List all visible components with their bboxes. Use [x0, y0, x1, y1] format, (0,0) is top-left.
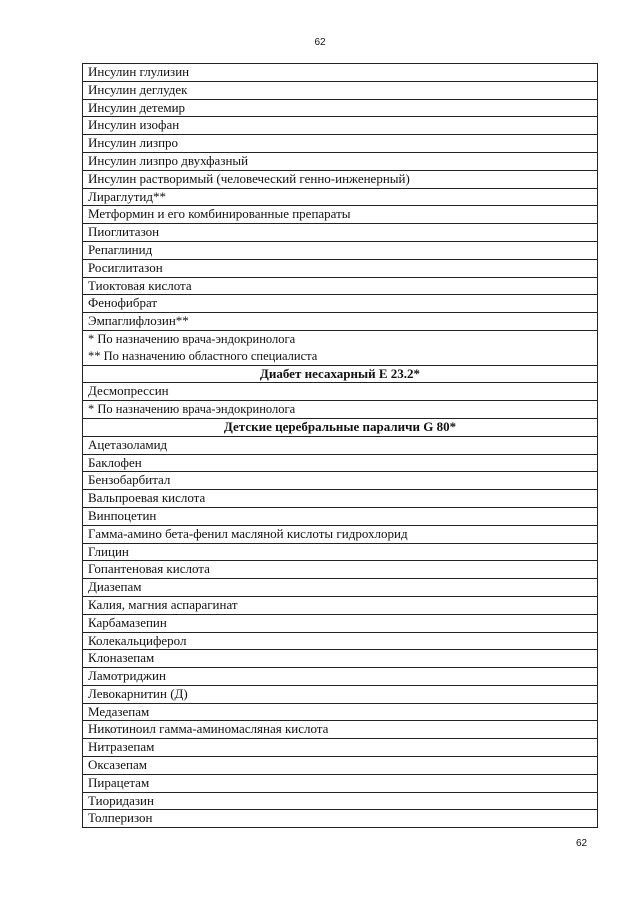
drug-name-cell: Ламотриджин: [83, 668, 598, 686]
table-row: [83, 721, 598, 739]
table-row: [83, 454, 598, 472]
table-row: [83, 685, 598, 703]
table-row: [83, 224, 598, 242]
drug-name-cell: Эмпаглифлозин**: [83, 313, 598, 331]
table-row: [83, 472, 598, 490]
table-row: [83, 703, 598, 721]
drug-name-cell: Пирацетам: [83, 774, 598, 792]
table-row: [83, 170, 598, 188]
drug-name-cell: Инсулин изофан: [83, 117, 598, 135]
drug-list-table: [82, 63, 598, 828]
table-row: [83, 543, 598, 561]
drug-name-cell: Медазепам: [83, 703, 598, 721]
table-row: [83, 206, 598, 224]
table-row: [83, 774, 598, 792]
footnote-text: * По назначению врача-эндокринолога: [83, 401, 598, 419]
note-row: [83, 348, 598, 365]
table-row: [83, 810, 598, 828]
drug-name-cell: Гамма-амино бета-фенил масляной кислоты гидрохлорид: [83, 525, 598, 543]
table-row: [83, 436, 598, 454]
table-row: [83, 792, 598, 810]
table-row: [83, 507, 598, 525]
drug-name-cell: Ацетазоламид: [83, 436, 598, 454]
section-title: Диабет несахарный E 23.2*: [83, 365, 598, 383]
drug-name-cell: Диазепам: [83, 579, 598, 597]
page-number-top: 62: [314, 37, 326, 48]
section-header-row: [83, 365, 598, 383]
footnote-text: * По назначению врача-эндокринолога: [83, 330, 598, 347]
table-row: [83, 64, 598, 82]
table-row: [83, 739, 598, 757]
table-row: [83, 757, 598, 775]
table-row: [83, 579, 598, 597]
table-row: [83, 383, 598, 401]
table-row: [83, 668, 598, 686]
table-row: [83, 117, 598, 135]
table-row: [83, 561, 598, 579]
drug-name-cell: Десмопрессин: [83, 383, 598, 401]
table-row: [83, 295, 598, 313]
drug-name-cell: Лираглутид**: [83, 188, 598, 206]
drug-name-cell: Тиоридазин: [83, 792, 598, 810]
table-row: [83, 614, 598, 632]
drug-name-cell: Винпоцетин: [83, 507, 598, 525]
drug-name-cell: Инсулин глулизин: [83, 64, 598, 82]
note-row: [83, 401, 598, 419]
drug-name-cell: Толперизон: [83, 810, 598, 828]
table-row: [83, 99, 598, 117]
table-row: [83, 259, 598, 277]
drug-name-cell: Бензобарбитал: [83, 472, 598, 490]
drug-name-cell: Фенофибрат: [83, 295, 598, 313]
table-row: [83, 632, 598, 650]
table-row: [83, 277, 598, 295]
drug-name-cell: Глицин: [83, 543, 598, 561]
drug-name-cell: Тиоктовая кислота: [83, 277, 598, 295]
footnote-text: ** По назначению областного специалиста: [83, 348, 598, 365]
table-row: [83, 188, 598, 206]
page-number-bottom: 62: [576, 838, 588, 849]
drug-name-cell: Инсулин лизпро двухфазный: [83, 152, 598, 170]
table-row: [83, 152, 598, 170]
table-row: [83, 596, 598, 614]
drug-name-cell: Репаглинид: [83, 241, 598, 259]
drug-name-cell: Левокарнитин (Д): [83, 685, 598, 703]
table-row: [83, 650, 598, 668]
section-title: Детские церебральные параличи G 80*: [83, 418, 598, 436]
table-row: [83, 525, 598, 543]
section-header-row: [83, 418, 598, 436]
drug-name-cell: Колекальциферол: [83, 632, 598, 650]
drug-name-cell: Инсулин лизпро: [83, 135, 598, 153]
drug-name-cell: Оксазепам: [83, 757, 598, 775]
drug-name-cell: Инсулин растворимый (человеческий генно-инженерный): [83, 170, 598, 188]
drug-name-cell: Росиглитазон: [83, 259, 598, 277]
drug-name-cell: Карбамазепин: [83, 614, 598, 632]
drug-name-cell: Нитразепам: [83, 739, 598, 757]
drug-name-cell: Баклофен: [83, 454, 598, 472]
drug-name-cell: Клоназепам: [83, 650, 598, 668]
table-row: [83, 313, 598, 331]
drug-name-cell: Вальпроевая кислота: [83, 490, 598, 508]
drug-name-cell: Инсулин детемир: [83, 99, 598, 117]
table-row: [83, 135, 598, 153]
drug-name-cell: Пиоглитазон: [83, 224, 598, 242]
table-row: [83, 81, 598, 99]
drug-name-cell: Калия, магния аспарагинат: [83, 596, 598, 614]
table-row: [83, 490, 598, 508]
drug-list-body: [83, 64, 598, 828]
note-row: [83, 330, 598, 347]
drug-name-cell: Инсулин деглудек: [83, 81, 598, 99]
drug-name-cell: Метформин и его комбинированные препараты: [83, 206, 598, 224]
table-row: [83, 241, 598, 259]
drug-name-cell: Гопантеновая кислота: [83, 561, 598, 579]
drug-name-cell: Никотиноил гамма-аминомасляная кислота: [83, 721, 598, 739]
